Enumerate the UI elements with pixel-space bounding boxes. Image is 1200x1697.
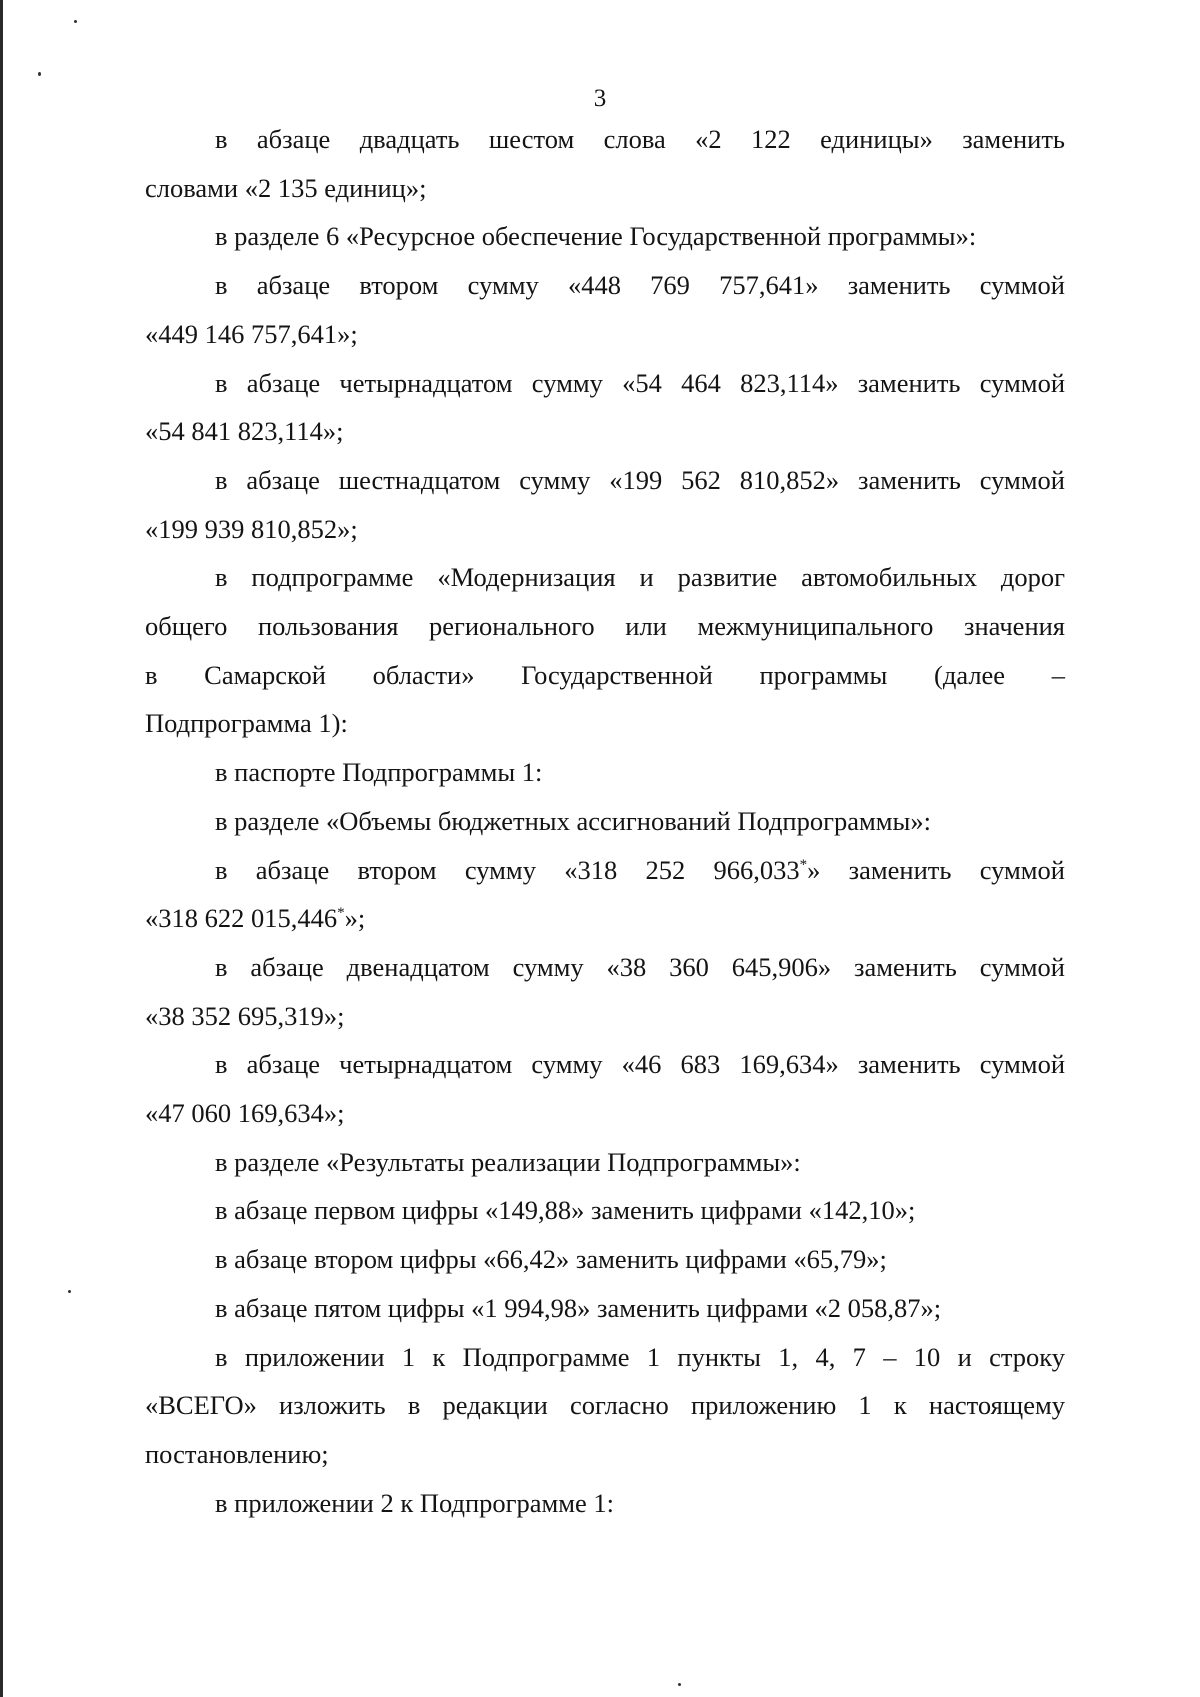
- paragraph: [145, 553, 1065, 748]
- scan-speck: [68, 1290, 71, 1293]
- scan-speck: [74, 20, 77, 23]
- text-line: в абзаце четырнадцатом сумму «54 464 823,114» заменить суммой: [215, 367, 1065, 398]
- paragraph: [145, 1138, 1065, 1187]
- text-line: в Самарской области» Государственной программы (далее –: [145, 659, 1065, 690]
- paragraph: [145, 943, 1065, 1040]
- document-body: [145, 115, 1065, 1527]
- footnote-mark: *: [799, 856, 808, 873]
- text-line: в абзаце шестнадцатом сумму «199 562 810,852» заменить суммой: [215, 464, 1065, 495]
- paragraph: [145, 359, 1065, 456]
- text-line: в абзаце втором сумму «448 769 757,641» заменить суммой: [215, 270, 1065, 301]
- text-line: «449 146 757,641»;: [145, 318, 358, 349]
- text-line: в абзаце пятом цифры «1 994,98» заменить цифрами «2 058,87»;: [215, 1292, 942, 1323]
- text-line: «199 939 810,852»;: [145, 513, 358, 544]
- paragraph: [145, 1186, 1065, 1235]
- text-line: Подпрограмма 1):: [145, 708, 348, 739]
- paragraph: [145, 1284, 1065, 1333]
- text-line: словами «2 135 единиц»;: [145, 172, 427, 203]
- text-line: постановлению;: [145, 1438, 329, 1469]
- page-number: 3: [593, 85, 607, 112]
- paragraph: [145, 748, 1065, 797]
- text-line: в абзаце первом цифры «149,88» заменить цифрами «142,10»;: [215, 1195, 916, 1226]
- text-line: «ВСЕГО» изложить в редакции согласно приложению 1 к настоящему: [145, 1390, 1065, 1421]
- text-line: в паспорте Подпрограммы 1:: [215, 757, 543, 788]
- text-line: в абзаце втором цифры «66,42» заменить цифрами «65,79»;: [215, 1244, 887, 1275]
- paragraph: [145, 1040, 1065, 1137]
- text-line: в абзаце четырнадцатом сумму «46 683 169,634» заменить суммой: [215, 1049, 1065, 1080]
- text-line: в абзаце двенадцатом сумму «38 360 645,906» заменить суммой: [215, 951, 1065, 982]
- text-line: в приложении 2 к Подпрограмме 1:: [215, 1487, 615, 1518]
- text-line: «38 352 695,319»;: [145, 1000, 345, 1031]
- text-fragment: «318 622 015,446: [145, 903, 338, 934]
- paragraph: [145, 261, 1065, 358]
- footnote-mark: *: [337, 905, 345, 922]
- text-line: в приложении 1 к Подпрограмме 1 пункты 1, 4, 7 – 10 и строку: [215, 1341, 1065, 1372]
- paragraph: [145, 115, 1065, 212]
- text-line: в подпрограмме «Модернизация и развитие автомобильных дорог: [215, 562, 1065, 593]
- paragraph: [145, 797, 1065, 846]
- text-line: «47 060 169,634»;: [145, 1098, 345, 1129]
- text-line: в разделе «Результаты реализации Подпрограммы»:: [215, 1146, 801, 1177]
- text-line: [145, 846, 1065, 895]
- scan-speck: [38, 72, 41, 76]
- paragraph: [145, 1333, 1065, 1479]
- paragraph: [145, 456, 1065, 553]
- text-line: общего пользования регионального или межмуниципального значения: [145, 611, 1065, 642]
- text-line: в разделе 6 «Ресурсное обеспечение Государственной программы»:: [215, 221, 977, 252]
- text-fragment: » заменить суммой: [807, 854, 1065, 885]
- text-line: в абзаце двадцать шестом слова «2 122 единицы» заменить: [215, 124, 1065, 154]
- scan-speck: [678, 1683, 681, 1686]
- paragraph: [145, 1235, 1065, 1284]
- text-line: [145, 894, 1065, 943]
- paragraph: [145, 212, 1065, 261]
- paragraph: [145, 1479, 1065, 1528]
- scan-edge: [0, 0, 3, 1697]
- text-line: в разделе «Объемы бюджетных ассигнований Подпрограммы»:: [215, 805, 931, 836]
- text-fragment: в абзаце втором сумму «318 252 966,033: [215, 854, 800, 885]
- text-line: «54 841 823,114»;: [145, 416, 344, 447]
- paragraph: [145, 846, 1065, 943]
- text-fragment: »;: [344, 903, 366, 934]
